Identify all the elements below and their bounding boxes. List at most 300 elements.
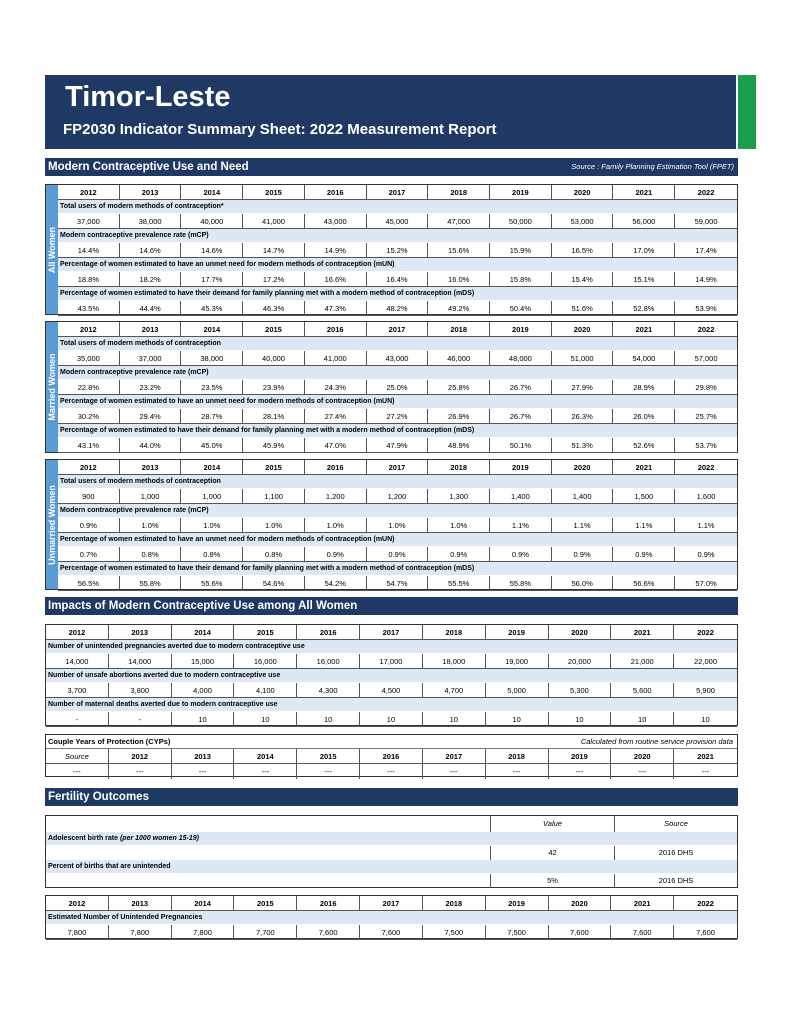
table-cell: 48.2% <box>367 301 429 316</box>
cyp-col-header: 2016 <box>360 749 423 764</box>
year-header: 2012 <box>58 460 120 475</box>
indicator-label: Number of unsafe abortions averted due to modern contraceptive use <box>46 669 737 683</box>
section-impacts <box>45 597 738 615</box>
indicator-label: Percentage of women estimated to have an unmet need for modern methods of contraception (mUN) <box>58 533 737 547</box>
table-cell: 52.8% <box>613 301 675 316</box>
table-cell: 26.3% <box>552 409 614 424</box>
table-cell: 25.7% <box>675 409 737 424</box>
indicator-label: Percentage of women estimated to have their demand for family planning met with a modern method of contraception (mDS) <box>58 287 737 301</box>
all-women-table <box>58 185 737 316</box>
year-header: 2013 <box>120 460 182 475</box>
table-cell: 17.4% <box>675 243 737 258</box>
table-cell: 5,000 <box>486 683 549 698</box>
table-cell: 1.1% <box>490 518 552 533</box>
section-source: Source : Family Planning Estimation Tool (FPET) <box>571 162 734 171</box>
table-cell: 47.3% <box>305 301 367 316</box>
table-cell: 47,000 <box>428 214 490 229</box>
table-cell: 0.9% <box>613 547 675 562</box>
cyp-cell: --- <box>611 764 674 779</box>
table-cell: 43.5% <box>58 301 120 316</box>
year-header: 2016 <box>305 460 367 475</box>
table-cell: 7,800 <box>172 925 235 940</box>
table-cell: 21,000 <box>611 654 674 669</box>
year-header: 2016 <box>305 185 367 200</box>
table-cell: 1,000 <box>120 489 182 504</box>
table-row <box>58 351 737 366</box>
table-cell: 15.1% <box>613 272 675 287</box>
table-cell: 7,700 <box>234 925 297 940</box>
table-cell: 54,000 <box>613 351 675 366</box>
country-title: Timor-Leste <box>65 81 231 113</box>
table-cell: 14,000 <box>46 654 109 669</box>
year-header: 2021 <box>613 322 675 337</box>
cyp-col-header: 2014 <box>234 749 297 764</box>
table-cell: 5,600 <box>611 683 674 698</box>
cyp-header <box>46 735 737 749</box>
table-cell: 30.2% <box>58 409 120 424</box>
cyp-col-header: 2019 <box>549 749 612 764</box>
table-cell: 17.2% <box>243 272 305 287</box>
year-header: 2016 <box>305 322 367 337</box>
table-cell: 43.1% <box>58 438 120 453</box>
impacts-block <box>45 624 738 726</box>
table-cell: 52.6% <box>613 438 675 453</box>
table-cell: 18.2% <box>120 272 182 287</box>
table-row <box>58 301 737 316</box>
table-cell: 25.8% <box>428 380 490 395</box>
table-cell: 7,600 <box>674 925 737 940</box>
cyp-col-header: 2013 <box>172 749 235 764</box>
table-cell: 55.8% <box>490 576 552 591</box>
table-cell: 0.9% <box>58 518 120 533</box>
indicator-label: Total users of modern methods of contraception <box>58 475 737 489</box>
cyp-cell: --- <box>549 764 612 779</box>
cyp-table <box>46 749 737 779</box>
cyp-col-header: 2021 <box>674 749 737 764</box>
year-header: 2018 <box>423 896 486 911</box>
table-cell: - <box>109 712 172 727</box>
table-cell: 17,000 <box>360 654 423 669</box>
table-cell: 23.9% <box>243 380 305 395</box>
table-cell: 18,000 <box>423 654 486 669</box>
table-cell: 1,500 <box>613 489 675 504</box>
table-cell: 29.4% <box>120 409 182 424</box>
table-cell: 16,000 <box>234 654 297 669</box>
year-header: 2022 <box>674 625 737 640</box>
table-row <box>58 438 737 453</box>
table-cell: 7,800 <box>46 925 109 940</box>
year-header: 2020 <box>549 896 612 911</box>
indicator-label: Modern contraceptive prevalence rate (mCP) <box>58 366 737 380</box>
table-cell: 1.0% <box>428 518 490 533</box>
table-cell: 15.8% <box>490 272 552 287</box>
table-cell: 3,800 <box>109 683 172 698</box>
table-cell: 26.7% <box>490 380 552 395</box>
fertility-row-unintended <box>46 874 737 888</box>
year-header: 2016 <box>297 896 360 911</box>
year-header: 2022 <box>675 185 737 200</box>
cyp-values-row <box>46 764 737 779</box>
year-header: 2014 <box>172 896 235 911</box>
table-cell: 0.9% <box>490 547 552 562</box>
report-subtitle: FP2030 Indicator Summary Sheet: 2022 Measurement Report <box>63 121 497 138</box>
fertility-value: 5% <box>491 874 615 888</box>
table-cell: 1,200 <box>367 489 429 504</box>
year-header: 2019 <box>490 322 552 337</box>
table-row <box>46 925 737 940</box>
table-cell: 5,300 <box>549 683 612 698</box>
year-header: 2012 <box>46 625 109 640</box>
table-cell: 14.4% <box>58 243 120 258</box>
section-title: Impacts of Modern Contraceptive Use among All Women <box>48 600 358 612</box>
table-cell: 10 <box>549 712 612 727</box>
year-header: 2022 <box>675 322 737 337</box>
table-row <box>58 489 737 504</box>
fertility-header-row <box>46 816 737 832</box>
indicator-label: Total users of modern methods of contraception* <box>58 200 737 214</box>
table-cell: 16.4% <box>367 272 429 287</box>
table-cell: 56.5% <box>58 576 120 591</box>
table-cell: 48.9% <box>428 438 490 453</box>
table-cell: 14.9% <box>305 243 367 258</box>
year-header: 2015 <box>243 322 305 337</box>
table-cell: 46,000 <box>428 351 490 366</box>
year-header: 2017 <box>367 185 429 200</box>
table-cell: 10 <box>423 712 486 727</box>
table-cell: 15.9% <box>490 243 552 258</box>
table-cell: 53,000 <box>552 214 614 229</box>
cyp-cell: --- <box>486 764 549 779</box>
year-header-row <box>58 322 737 337</box>
table-cell: 38,000 <box>120 214 182 229</box>
table-cell: 18.8% <box>58 272 120 287</box>
table-cell: 56.0% <box>552 576 614 591</box>
table-cell: 1,400 <box>552 489 614 504</box>
fertility-block <box>45 815 738 888</box>
table-cell: 10 <box>674 712 737 727</box>
table-cell: 28.7% <box>181 409 243 424</box>
year-header-row <box>46 896 737 911</box>
table-cell: 55.8% <box>120 576 182 591</box>
table-cell: 50.1% <box>490 438 552 453</box>
table-cell: 56.6% <box>613 576 675 591</box>
table-cell: 14.6% <box>181 243 243 258</box>
table-cell: 56,000 <box>613 214 675 229</box>
table-cell: 7,600 <box>611 925 674 940</box>
table-cell: 14.9% <box>675 272 737 287</box>
table-cell: 15.4% <box>552 272 614 287</box>
table-cell: 1,600 <box>675 489 737 504</box>
table-cell: 45,000 <box>367 214 429 229</box>
table-cell: 51.3% <box>552 438 614 453</box>
table-cell: 17.0% <box>613 243 675 258</box>
table-cell: 45.9% <box>243 438 305 453</box>
fertility-source: 2016 DHS <box>658 876 694 885</box>
header-banner <box>45 75 736 149</box>
table-cell: 17.7% <box>181 272 243 287</box>
indicator-label: Total users of modern methods of contraception <box>58 337 737 351</box>
table-cell: 5,900 <box>674 683 737 698</box>
year-header: 2018 <box>428 185 490 200</box>
table-cell: 23.2% <box>120 380 182 395</box>
year-header: 2020 <box>549 625 612 640</box>
table-cell: 55.6% <box>181 576 243 591</box>
year-header: 2015 <box>243 185 305 200</box>
year-header: 2022 <box>675 460 737 475</box>
year-header: 2012 <box>58 185 120 200</box>
table-cell: 22,000 <box>674 654 737 669</box>
table-cell: 1,300 <box>428 489 490 504</box>
year-header: 2015 <box>243 460 305 475</box>
table-cell: 44.4% <box>120 301 182 316</box>
unintended-table <box>46 896 737 940</box>
fertility-source: 2016 DHS <box>658 848 694 857</box>
year-header-row <box>46 625 737 640</box>
table-cell: 14.7% <box>243 243 305 258</box>
table-row <box>58 547 737 562</box>
cyp-col-header: 2012 <box>109 749 172 764</box>
year-header: 2013 <box>109 625 172 640</box>
table-cell: 1.1% <box>613 518 675 533</box>
fertility-col-source: Source <box>664 819 688 828</box>
table-cell: 0.9% <box>428 547 490 562</box>
table-cell: 4,500 <box>360 683 423 698</box>
year-header: 2021 <box>613 460 675 475</box>
table-cell: 50,000 <box>490 214 552 229</box>
table-cell: 0.8% <box>243 547 305 562</box>
year-header: 2013 <box>120 322 182 337</box>
table-cell: 1.1% <box>675 518 737 533</box>
table-cell: 23.5% <box>181 380 243 395</box>
sidebar-married-women: Married Women <box>46 322 58 452</box>
table-cell: 54.6% <box>243 576 305 591</box>
indicator-label: Modern contraceptive prevalence rate (mCP) <box>58 229 737 243</box>
table-cell: 0.9% <box>675 547 737 562</box>
year-header: 2020 <box>552 460 614 475</box>
table-cell: 16.5% <box>552 243 614 258</box>
indicator-label: Number of maternal deaths averted due to modern contraceptive use <box>46 698 737 712</box>
table-cell: 26.7% <box>490 409 552 424</box>
year-header: 2019 <box>486 896 549 911</box>
table-cell: 53.9% <box>675 301 737 316</box>
all-women-block <box>45 184 738 315</box>
table-cell: 10 <box>172 712 235 727</box>
cyp-col-header: 2015 <box>297 749 360 764</box>
table-cell: 1.0% <box>305 518 367 533</box>
table-cell: 47.0% <box>305 438 367 453</box>
table-cell: 29.8% <box>675 380 737 395</box>
table-cell: 7,500 <box>423 925 486 940</box>
table-row <box>58 518 737 533</box>
table-cell: 1,200 <box>305 489 367 504</box>
table-cell: 7,600 <box>360 925 423 940</box>
table-cell: 1.0% <box>181 518 243 533</box>
table-cell: 26.0% <box>613 409 675 424</box>
cyp-cell: --- <box>109 764 172 779</box>
year-header: 2017 <box>367 460 429 475</box>
table-cell: 59,000 <box>675 214 737 229</box>
table-cell: 14,000 <box>109 654 172 669</box>
table-row <box>58 272 737 287</box>
indicator-label: Percentage of women estimated to have an unmet need for modern methods of contraception (mUN) <box>58 395 737 409</box>
table-cell: 19,000 <box>486 654 549 669</box>
table-cell: 28.9% <box>613 380 675 395</box>
unmarried-women-table <box>58 460 737 591</box>
fertility-row-adolescent <box>46 846 737 860</box>
cyp-cell: --- <box>360 764 423 779</box>
table-cell: 7,600 <box>297 925 360 940</box>
year-header: 2013 <box>109 896 172 911</box>
table-cell: 54.2% <box>305 576 367 591</box>
table-cell: 1.0% <box>120 518 182 533</box>
table-cell: 0.8% <box>120 547 182 562</box>
indicator-label: Percentage of women estimated to have an unmet need for modern methods of contraception (mUN) <box>58 258 737 272</box>
table-cell: 20,000 <box>549 654 612 669</box>
year-header: 2017 <box>367 322 429 337</box>
cyp-note: Calculated from routine service provision data <box>580 737 733 746</box>
fertility-col-value: Value <box>491 816 615 832</box>
year-header: 2012 <box>58 322 120 337</box>
year-header: 2017 <box>360 896 423 911</box>
table-cell: 4,300 <box>297 683 360 698</box>
cyp-cell: --- <box>701 767 710 776</box>
table-cell: 38,000 <box>181 351 243 366</box>
table-cell: 28.1% <box>243 409 305 424</box>
year-header: 2017 <box>360 625 423 640</box>
cyp-cell: --- <box>423 764 486 779</box>
table-cell: 41,000 <box>305 351 367 366</box>
cyp-block <box>45 734 738 777</box>
indicator-label: Percentage of women estimated to have their demand for family planning met with a modern method of contraception (mDS) <box>58 562 737 576</box>
section-contraceptive-use <box>45 158 738 176</box>
indicator-label: Percentage of women estimated to have their demand for family planning met with a modern method of contraception (mDS) <box>58 424 737 438</box>
table-cell: 0.7% <box>58 547 120 562</box>
table-cell: 44.0% <box>120 438 182 453</box>
table-cell: 7,600 <box>549 925 612 940</box>
table-cell: 4,100 <box>234 683 297 698</box>
year-header: 2021 <box>613 185 675 200</box>
table-row <box>46 683 737 698</box>
table-cell: 1.0% <box>367 518 429 533</box>
table-row <box>58 380 737 395</box>
cyp-col-header: Source <box>46 749 109 764</box>
table-cell: - <box>46 712 109 727</box>
year-header: 2014 <box>181 322 243 337</box>
table-cell: 26.9% <box>428 409 490 424</box>
year-header-row <box>58 185 737 200</box>
accent-bar <box>738 75 756 149</box>
table-cell: 37,000 <box>120 351 182 366</box>
cyp-cell: --- <box>172 764 235 779</box>
table-cell: 900 <box>58 489 120 504</box>
cyp-header-row <box>46 749 737 764</box>
year-header: 2012 <box>46 896 109 911</box>
table-cell: 55.5% <box>428 576 490 591</box>
table-cell: 1,400 <box>490 489 552 504</box>
table-cell: 0.9% <box>552 547 614 562</box>
table-cell: 27.2% <box>367 409 429 424</box>
sidebar-unmarried-women: Unmarried Women <box>46 460 58 589</box>
year-header: 2019 <box>486 625 549 640</box>
table-row <box>46 712 737 727</box>
table-cell: 10 <box>486 712 549 727</box>
table-cell: 43,000 <box>367 351 429 366</box>
indicator-label: Number of unintended pregnancies averted due to modern contraceptive use <box>46 640 737 654</box>
table-cell: 10 <box>611 712 674 727</box>
table-row <box>58 243 737 258</box>
table-cell: 1.0% <box>243 518 305 533</box>
table-cell: 0.8% <box>181 547 243 562</box>
table-cell: 16.0% <box>428 272 490 287</box>
section-fertility <box>45 788 738 806</box>
table-cell: 16.6% <box>305 272 367 287</box>
table-cell: 0.9% <box>305 547 367 562</box>
cyp-col-header: 2020 <box>611 749 674 764</box>
table-cell: 37,000 <box>58 214 120 229</box>
year-header: 2015 <box>234 896 297 911</box>
table-cell: 15.2% <box>367 243 429 258</box>
table-cell: 35,000 <box>58 351 120 366</box>
cyp-title: Couple Years of Protection (CYPs) <box>48 737 171 746</box>
table-cell: 54.7% <box>367 576 429 591</box>
unmarried-women-block <box>45 459 738 590</box>
section-title: Fertility Outcomes <box>48 791 149 803</box>
table-cell: 1,000 <box>181 489 243 504</box>
table-row <box>58 214 737 229</box>
year-header-row <box>58 460 737 475</box>
table-cell: 14.6% <box>120 243 182 258</box>
year-header: 2018 <box>428 460 490 475</box>
year-header: 2016 <box>297 625 360 640</box>
table-cell: 3,700 <box>46 683 109 698</box>
table-cell: 22.8% <box>58 380 120 395</box>
married-women-table <box>58 322 737 453</box>
table-cell: 10 <box>297 712 360 727</box>
table-cell: 4,000 <box>172 683 235 698</box>
year-header: 2013 <box>120 185 182 200</box>
married-women-block <box>45 321 738 453</box>
cyp-cell: --- <box>297 764 360 779</box>
fertility-value: 42 <box>491 846 615 860</box>
year-header: 2018 <box>428 322 490 337</box>
cyp-col-header: 2018 <box>486 749 549 764</box>
table-cell: 24.3% <box>305 380 367 395</box>
fertility-label-unintended: Percent of births that are unintended <box>46 860 737 874</box>
section-title: Modern Contraceptive Use and Need <box>48 161 249 173</box>
year-header: 2019 <box>490 460 552 475</box>
year-header: 2019 <box>490 185 552 200</box>
year-header: 2015 <box>234 625 297 640</box>
table-cell: 16,000 <box>297 654 360 669</box>
table-cell: 43,000 <box>305 214 367 229</box>
table-cell: 57.0% <box>675 576 737 591</box>
table-cell: 7,800 <box>109 925 172 940</box>
table-cell: 1.1% <box>552 518 614 533</box>
year-header: 2018 <box>423 625 486 640</box>
cyp-cell: --- <box>46 764 109 779</box>
year-header: 2014 <box>181 460 243 475</box>
table-cell: 27.9% <box>552 380 614 395</box>
cyp-col-header: 2017 <box>423 749 486 764</box>
indicator-label: Modern contraceptive prevalence rate (mCP) <box>58 504 737 518</box>
year-header: 2014 <box>172 625 235 640</box>
sidebar-all-women: All Women <box>46 185 58 314</box>
table-cell: 10 <box>360 712 423 727</box>
table-cell: 7,500 <box>486 925 549 940</box>
year-header: 2020 <box>552 322 614 337</box>
table-row <box>58 409 737 424</box>
table-cell: 48,000 <box>490 351 552 366</box>
